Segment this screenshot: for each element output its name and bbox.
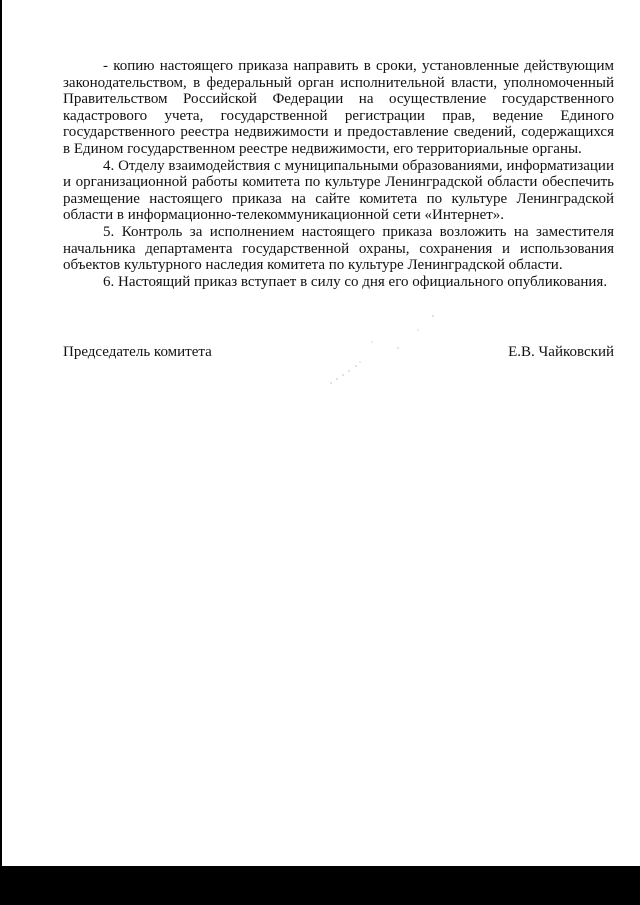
- signatory-name: Е.В. Чайковский: [508, 344, 614, 360]
- paragraph-copy-distribution: - копию настоящего приказа направить в сроки, установленные действующим законодательством, в федеральный орган исполнительной власти, уполномоченный Правительством Российской Федерации на осуществление государственного кадастрового учета, государственной регистрации прав, ведение Единого государственного реестра недвижимости и предоставление сведений, содержащихся в Едином государственном реестре недвижимости, его территориальные органы.: [63, 58, 614, 157]
- signatory-position: Председатель комитета: [63, 344, 212, 360]
- paragraph-item-4: 4. Отделу взаимодействия с муниципальными образованиями, информатизации и организационной работы комитета по культуре Ленинградской области обеспечить размещение настоящего приказа на сайте комитета по культуре Ленинградской области в информационно-телекоммуникационной сети «Интернет».: [63, 157, 614, 224]
- scan-bottom-band: [0, 866, 640, 905]
- paragraph-item-6: 6. Настоящий приказ вступает в силу со дня его официального опубликования.: [103, 273, 608, 290]
- scan-left-edge: [0, 0, 2, 870]
- signature-block: [63, 344, 614, 360]
- paragraph-item-5: 5. Контроль за исполнением настоящего приказа возложить на заместителя начальника департамента государственной охраны, сохранения и использования объектов культурного наследия комитета по культуре Ленинградской области.: [63, 223, 614, 274]
- document-body: [63, 58, 614, 290]
